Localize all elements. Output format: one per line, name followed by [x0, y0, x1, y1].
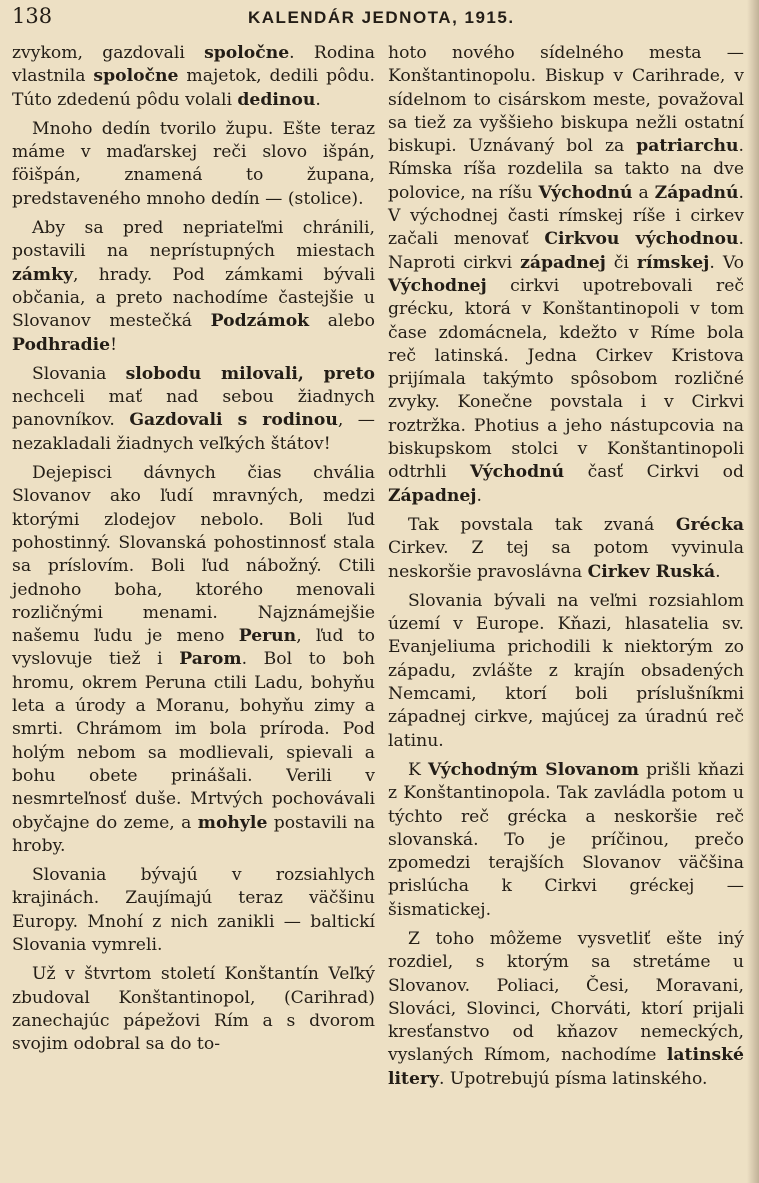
- paragraph: [12, 42, 375, 112]
- emphasized-term: Cirkvou východnou: [544, 229, 739, 250]
- text-run: nechceli mať nad sebou žiadnych panovníkov.: [12, 387, 375, 431]
- text-run: zvykom, gazdovali: [12, 43, 205, 63]
- emphasized-term: Východnú: [470, 462, 565, 483]
- paragraph: [12, 963, 375, 1056]
- left-column: [12, 42, 375, 1062]
- text-run: . Bol to boh hromu, okrem Peruna ctili Ladu, bohyňu leta a úrody a Moranu, bohyňu zimy a smrti. Chrámom im bola príroda. Pod holým nebom sa modlievali, spievali a bohu obete prinášali. Verili v nesmrteľnosť duše. Mrtvých pochovávali obyčajne do zeme, a: [12, 649, 375, 833]
- text-run: Mnoho dedín tvorilo župu. Ešte teraz máme v maďarskej reči slovo išpán, föišpán, znamená to županа, predstaveného mnoho dedín — (stolice).: [12, 118, 375, 209]
- emphasized-term: Východnú: [538, 182, 633, 203]
- text-run: Z toho môžeme vysvetliť ešte iný rozdiel, s ktorým sa stretáme u Slovanov. Poliaci, Česi, Moravani, Slováci, Slovinci, Chorváti, ktorí prijali kresťanstvo od kňazov nemeckých, vyslaných Rímom, nachodíme: [388, 928, 744, 1066]
- emphasized-term: Západnú: [654, 182, 739, 203]
- text-run: časť Cirkvi od: [564, 462, 745, 483]
- paragraph: [388, 759, 744, 922]
- text-run: majetok, dedili pôdu. Túto zdedenú pôdu volali: [12, 66, 375, 110]
- emphasized-term: spoločne: [93, 66, 179, 87]
- text-run: Slovania bývajú v rozsiahlych krajinách. Zaujímajú teraz väčšinu Europy. Mnohí z nich zanikli — baltickí Slovania vymreli.: [12, 865, 375, 955]
- emphasized-term: Perun: [238, 626, 297, 647]
- text-run: alebo: [309, 311, 375, 332]
- text-run: Aby sa pred nepriateľmi chránili, postavili na neprístupných miestach: [12, 218, 375, 262]
- paragraph: [388, 514, 744, 584]
- emphasized-term: zámky: [12, 264, 73, 285]
- emphasized-term: Parom: [179, 649, 242, 670]
- right-column: [388, 42, 744, 1097]
- text-run: cirkvi upotrebovali reč grécku, ktorá v Konštantinopoli v tom čase zdomácnela, kdežto v Ríme bola reč latinská. Jedna Cirkev Kristova prijímala takýmto spôsobom rozličné zvyky. Konečne povstala i v Cirkvi roztržka. Photius a jeho nástupcovia na biskupskom stolci v Konštantinopoli odtrhli: [388, 275, 744, 483]
- text-run: . V východnej časti rímskej ríše i cirkev začali menovať: [388, 182, 744, 250]
- text-run: a: [632, 182, 655, 203]
- emphasized-term: západnej: [520, 252, 606, 273]
- paragraph: [12, 864, 375, 957]
- emphasized-term: Východnej: [388, 275, 487, 296]
- text-run: či: [605, 252, 637, 273]
- emphasized-term: spoločne: [204, 43, 290, 63]
- emphasized-term: slobodu milovali, preto: [125, 363, 375, 384]
- text-run: .: [715, 561, 721, 582]
- text-run: Cirkev. Z tej sa potom vyvinula neskoršie pravoslávna: [388, 538, 744, 582]
- page-edge-shadow: [747, 0, 759, 1183]
- paragraph: [12, 462, 375, 858]
- text-run: Tak povstala tak zvaná: [408, 514, 676, 535]
- text-run: Už v štvrtom století Konštantín Veľký zbudoval Konštantinopol, (Carihrad) zanechajúc pápežovi Rím a s dvorom svojim odobral sa do to-: [12, 964, 375, 1055]
- text-run: .: [476, 485, 482, 506]
- paragraph: [388, 590, 744, 753]
- text-run: prišli kňazi z Konštantinopola. Tak zavládla potom u týchto reč grécka a neskoršie reč slovanská. To je príčinou, prečo zpomedzi terajších Slovanov väčšina prislúcha k Cirkvi gréckej — šismatickej.: [388, 759, 744, 920]
- emphasized-term: Cirkev Ruská: [587, 561, 716, 582]
- text-run: . Rímska ríša rozdelila sa takto na dve polovice, na ríšu: [388, 136, 744, 203]
- emphasized-term: patriarchu: [636, 136, 739, 157]
- running-title: KALENDÁR JEDNOTA, 1915.: [248, 8, 515, 27]
- text-run: K: [408, 759, 428, 780]
- text-run: . Vo: [709, 252, 744, 273]
- emphasized-term: Gazdovali s rodinou: [129, 410, 338, 431]
- page-header: [0, 4, 759, 32]
- text-run: . Rodina vlastnila: [12, 43, 375, 87]
- paragraph: [12, 118, 375, 211]
- emphasized-term: rímskej: [636, 252, 710, 273]
- emphasized-term: Podhradie: [12, 334, 111, 355]
- text-run: . Upotrebujú písma latinského.: [438, 1068, 708, 1089]
- emphasized-term: Podzámok: [210, 311, 310, 332]
- text-run: hoto nového sídelného mesta — Konštantinopolu. Biskup v Carihrade, v sídelnom to cisárskom meste, považoval sa tiež za vyššieho biskupa nežli ostatní biskupi. Uznávaný bol za: [388, 43, 744, 157]
- paragraph: [12, 363, 375, 456]
- text-run: Slovania bývali na veľmi rozsiahlom území v Europe. Kňazi, hlasatelia sv. Evanjeliuma prichodili k niektorým zo západu, zvlášte z krajín obsadených Nemcami, ktorí boli príslušníkmi západnej cirkve, majúcej za úradnú reč latinu.: [388, 590, 744, 751]
- text-run: . Naproti cirkvi: [388, 229, 744, 273]
- emphasized-term: Západnej: [388, 485, 477, 506]
- emphasized-term: Grécka: [675, 514, 744, 535]
- paragraph: [388, 42, 744, 508]
- emphasized-term: dedinou: [237, 89, 316, 110]
- text-run: , — nezakladali žiadnych veľkých štátov!: [12, 410, 375, 454]
- text-run: postavili na hroby.: [12, 812, 375, 856]
- text-run: Slovania: [32, 363, 126, 384]
- paragraph: [12, 217, 375, 357]
- text-run: Dejepisci dávnych čias chvália Slovanov ako ľudí mravných, medzi ktorými zlodejov nebolo. Boli ľud pohostinný. Slovanská pohostinnosť stala sa príslovím. Boli ľud nábožný. Ctili jednoho boha, ktorého menovali rozličnými menami. Najznámejšie našemu ľudu je meno: [12, 463, 375, 647]
- emphasized-term: mohyle: [197, 812, 268, 833]
- emphasized-term: latinské litery: [388, 1045, 744, 1089]
- text-run: , hrady. Pod zámkami bývali občania, a preto nachodíme častejšie u Slovanov mestečká: [12, 264, 375, 332]
- emphasized-term: Východným Slovanom: [427, 759, 639, 780]
- text-run: , ľud to vyslovuje tiež i: [12, 626, 375, 670]
- page-number: 138: [12, 4, 53, 28]
- paragraph: [388, 928, 744, 1091]
- text-run: !: [110, 334, 118, 355]
- text-run: .: [315, 89, 321, 110]
